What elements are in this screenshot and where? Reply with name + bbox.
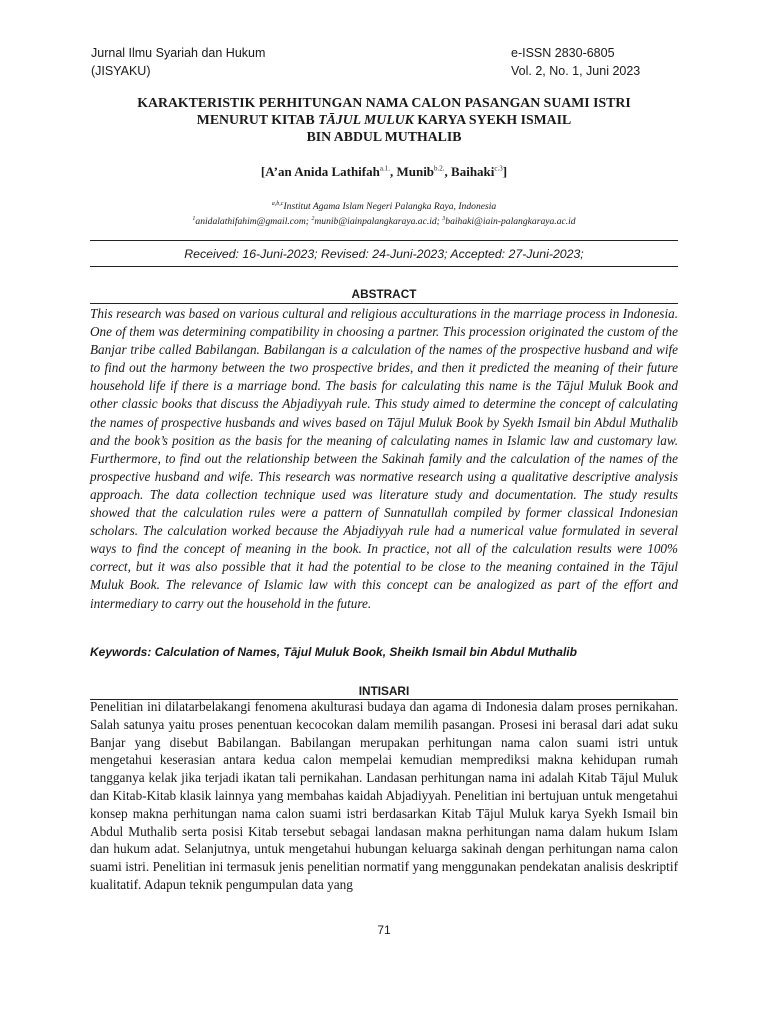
institution: $^{a,b,c}$Institut Agama Islam Negeri Palangka Raya, Indonesia bbox=[271, 201, 497, 213]
running-header bbox=[91, 44, 643, 80]
journal-abbreviation: (JISYAKU) bbox=[91, 64, 151, 78]
journal-name: Jurnal Ilmu Syariah dan Hukum bbox=[91, 46, 266, 60]
author-1: A’an Anida Lathifah bbox=[265, 164, 380, 179]
page-number: 71 bbox=[377, 923, 391, 937]
abstract-rule bbox=[90, 303, 678, 304]
volume-issue: Vol. 2, No. 1, Juni 2023 bbox=[511, 64, 641, 78]
divider-bottom bbox=[90, 266, 678, 267]
keywords: Keywords: Calculation of Names, Tājul Muluk Book, Sheikh Ismail bin Abdul Muthalib bbox=[90, 645, 577, 659]
emails: $^1$anidalathifahim@gmail.com; $^2$munib@iainpalangkaraya.ac.id; $^3$baihaki@iain-palangkaraya.ac.id bbox=[192, 216, 576, 228]
title-line-1: KARAKTERISTIK PERHITUNGAN NAMA CALON PASANGAN SUAMI ISTRI bbox=[137, 95, 631, 110]
title-line-2: MENURUT KITAB TĀJUL MULUK KARYA SYEKH ISMAIL bbox=[196, 112, 572, 127]
affiliations bbox=[90, 198, 678, 228]
intisari-body: Penelitian ini dilatarbelakangi fenomena akulturasi budaya dan agama di Indonesia dalam proses pernikahan. Salah satunya yaitu proses penentuan kecocokan dalam memilih pasangan. Prosesi ini berasal dari adat suku Banjar yang disebut Babilangan. Babilangan merupakan perhitungan nama calon suami istri untuk mengetahui keserasian antara kedua calon mempelai kemudian memprediksi makna kehidupan rumah tangganya kelak jika terjadi ikatan tali pernikahan. Landasan perhitungan nama ini adalah Kitab Tājul Muluk dan Kitab-Kitab klasik lainnya yang membahas kaidah Abjadiyyah. Penelitian ini bertujuan untuk mengetahui konsep makna perhitungan nama calon suami istri berdasarkan Kitab Tājul Muluk karya Syekh Ismail bin Abdul Muthalib serta posisi Kitab tersebut sebagai landasan makna perhitungan nama dalam hukum Islam dan hukum adat. Selanjutnya, untuk mengetahui hubungan keluarga sakinah dengan perhitungan nama calon suami istri. Penelitian ini termasuk jenis penelitian normatif yang menggunakan pendekatan analisis deskriptif kualitatif. Adapun teknik pengumpulan data yang bbox=[90, 699, 678, 892]
abstract-heading: ABSTRACT bbox=[351, 287, 417, 301]
author-list: [A’an Anida Lathifah$^{a.1.}$, Munib$^{b.2.}$, Baihaki$^{c.3}$] bbox=[260, 164, 508, 179]
abstract-body: This research was based on various cultural and religious acculturations in the marriage process in Indonesia. One of them was determining compatibility in choosing a partner. This procession originated the custom of the Banjar tribe called Babilangan. Babilangan is a calculation of the names of the prospective husband and wife to find out the harmony between the two prospective brides, and then it predicted the meaning of their future household life if there is a marriage bond. The basis for calculating this name is the Tājul Muluk Book and other classic books that discuss the Abjadiyyah rule. This study aimed to determine the concept of calculating the names of prospective husbands and wives based on Tājul Muluk Book by Syekh Ismail bin Abdul Muthalib and the book’s position as the basis for the meaning of calculating names in Islamic law and customary law. Furthermore, to find out the relationship between the Sakinah family and the calculation of the names of the prospective husband and wife. This research was normative research using a qualitative descriptive analysis approach. The data collection technique used was literature study and documentation. The study results showed that the calculation rules were a pattern of Sunnatullah compiled by former classical Indonesian scholars. The calculation worked because the Abjadiyyah rule had a numerical value formulated in several ways to find the concept of meaning in the book. In practice, not all of the calculation results were 100% correct, but it was also possible that it had the potential to be close to the meaning contained in the Tājul Muluk Book. The relevance of Islamic law with this concept can be analogized as part of the effort and intermediary to carry out the household in the future. bbox=[90, 306, 678, 611]
author-2: Munib bbox=[396, 164, 435, 179]
submission-dates: Received: 16-Juni-2023; Revised: 24-Juni-2023; Accepted: 27-Juni-2023; bbox=[184, 247, 584, 261]
author-3: Baihaki bbox=[451, 164, 495, 179]
intisari-heading: INTISARI bbox=[358, 684, 410, 698]
divider-top bbox=[90, 240, 678, 241]
eissn: e-ISSN 2830-6805 bbox=[511, 46, 615, 60]
paper-title bbox=[90, 94, 678, 145]
title-line-3: BIN ABDUL MUTHALIB bbox=[306, 129, 462, 144]
